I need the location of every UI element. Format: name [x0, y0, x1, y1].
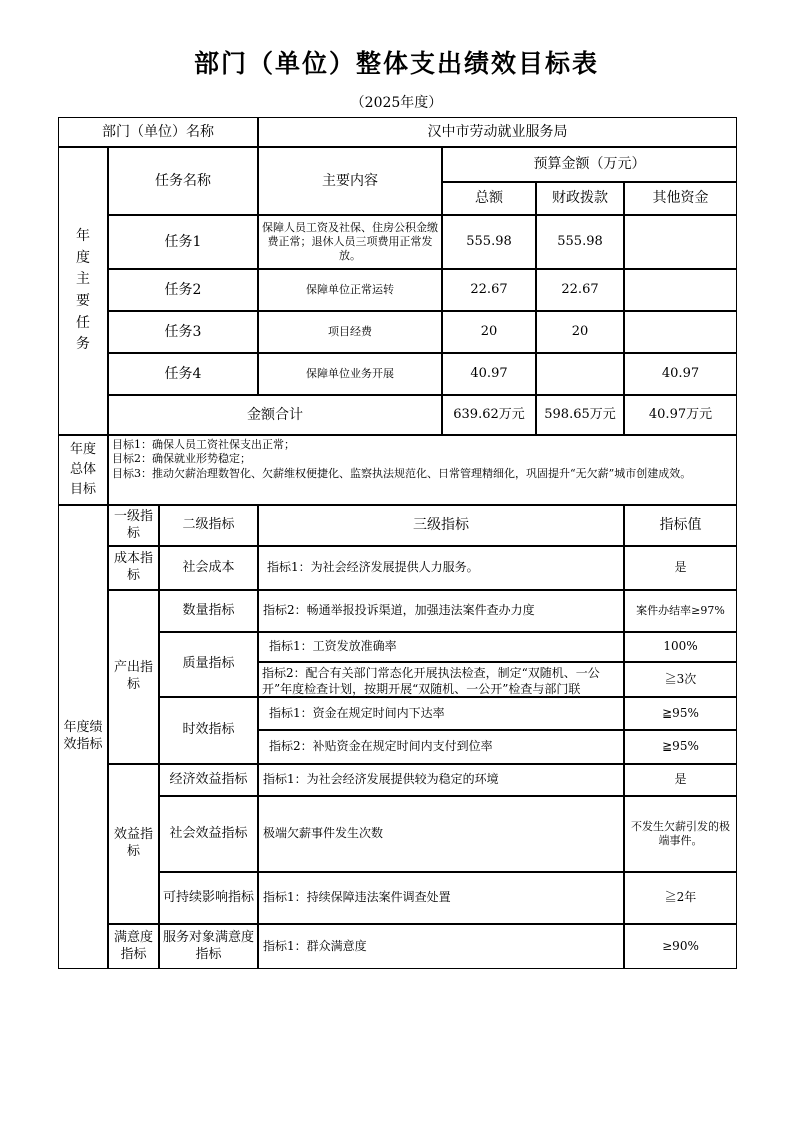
dept-name-value: 汉中市劳动就业服务局: [258, 117, 737, 147]
indicator-value: ≧3次: [624, 662, 737, 697]
task-row-content: 保障单位正常运转: [258, 269, 442, 311]
cost-level2: 社会成本: [159, 546, 258, 590]
indicator-text: 指标1：资金在规定时间内下达率: [258, 697, 624, 730]
task-row-name: 任务1: [108, 215, 258, 269]
value-header: 指标值: [624, 505, 737, 546]
sum-other: 40.97万元: [624, 395, 737, 435]
indicator-text: 指标2：配合有关部门常态化开展执法检查，制定“双随机、一公开”年度检查计划，按期开展“双随机、一公开”检查与部门联: [258, 662, 624, 697]
budget-fiscal-header: 财政拨款: [536, 182, 624, 215]
task-row-other: [624, 311, 737, 353]
sustainable-level2: 可持续影响指标: [159, 872, 258, 924]
task-row-fiscal: 20: [536, 311, 624, 353]
level1-header: 一级指标: [108, 505, 159, 546]
level2-header: 二级指标: [159, 505, 258, 546]
indicator-text: 指标2：补贴资金在规定时间内支付到位率: [258, 730, 624, 764]
task-row-content: 保障单位业务开展: [258, 353, 442, 395]
indicator-value: ≥90%: [624, 924, 737, 969]
indicator-value: 100%: [624, 632, 737, 662]
task-row-fiscal: [536, 353, 624, 395]
task-row-name: 任务2: [108, 269, 258, 311]
quantity-level2: 数量指标: [159, 590, 258, 632]
task-row-total: 20: [442, 311, 536, 353]
satisfaction-level1: 满意度指标: [108, 924, 159, 969]
sum-label: 金额合计: [108, 395, 442, 435]
sum-total: 639.62万元: [442, 395, 536, 435]
indicator-value: ≧95%: [624, 730, 737, 764]
task-row-total: 555.98: [442, 215, 536, 269]
cost-level1: 成本指标: [108, 546, 159, 590]
benefit-level1: 效益指标: [108, 764, 159, 924]
task-row-other: [624, 215, 737, 269]
dept-name-label: 部门（单位）名称: [58, 117, 258, 147]
task-name-header: 任务名称: [108, 147, 258, 215]
indicator-value: ≧95%: [624, 697, 737, 730]
indicator-text: 指标2：畅通举报投诉渠道，加强违法案件查办力度: [258, 590, 624, 632]
indicator-value: 是: [624, 546, 737, 590]
page-title: 部门（单位）整体支出绩效目标表: [193, 49, 599, 78]
indicator-value: 案件办结率≥97%: [624, 590, 737, 632]
annual-tasks-label: 年 度 主 要 任 务: [58, 147, 108, 435]
satisfaction-level2: 服务对象满意度指标: [159, 924, 258, 969]
task-content-header: 主要内容: [258, 147, 442, 215]
task-row-fiscal: 555.98: [536, 215, 624, 269]
budget-other-header: 其他资金: [624, 182, 737, 215]
indicator-value: 不发生欠薪引发的极端事件。: [624, 796, 737, 872]
indicators-label: 年度绩效指标: [58, 505, 108, 969]
budget-total-header: 总额: [442, 182, 536, 215]
budget-header: 预算金额（万元）: [442, 147, 737, 182]
task-row-other: 40.97: [624, 353, 737, 395]
fiscal-year: （2025年度）: [350, 95, 443, 111]
indicator-text: 指标1：工资发放准确率: [258, 632, 624, 662]
overall-goals-label: 年度 总体 目标: [58, 435, 108, 505]
task-row-name: 任务3: [108, 311, 258, 353]
task-row-content: 项目经费: [258, 311, 442, 353]
indicator-text: 指标1：为社会经济发展提供较为稳定的环境: [258, 764, 624, 796]
task-row-total: 40.97: [442, 353, 536, 395]
task-row-other: [624, 269, 737, 311]
level3-header: 三级指标: [258, 505, 624, 546]
indicator-text: 指标1：持续保障违法案件调查处置: [258, 872, 624, 924]
indicator-text: 指标1：群众满意度: [258, 924, 624, 969]
indicator-text: 极端欠薪事件发生次数: [258, 796, 624, 872]
task-row-name: 任务4: [108, 353, 258, 395]
output-level1: 产出指标: [108, 590, 159, 764]
task-row-fiscal: 22.67: [536, 269, 624, 311]
quality-level2: 质量指标: [159, 632, 258, 697]
task-row-content: 保障人员工资及社保、住房公积金缴费正常；退休人员三项费用正常发放。: [258, 215, 442, 269]
overall-goals-text: 目标1：确保人员工资社保支出正常； 目标2：确保就业形势稳定； 目标3：推动欠薪治理数智化、欠薪维权便捷化、监察执法规范化、日常管理精细化，巩固提升“无欠薪”城市创建成效。: [108, 435, 737, 505]
sum-fiscal: 598.65万元: [536, 395, 624, 435]
social-level2: 社会效益指标: [159, 796, 258, 872]
task-row-total: 22.67: [442, 269, 536, 311]
timeliness-level2: 时效指标: [159, 697, 258, 764]
indicator-text: 指标1：为社会经济发展提供人力服务。: [258, 546, 624, 590]
economic-level2: 经济效益指标: [159, 764, 258, 796]
indicator-value: 是: [624, 764, 737, 796]
indicator-value: ≧2年: [624, 872, 737, 924]
